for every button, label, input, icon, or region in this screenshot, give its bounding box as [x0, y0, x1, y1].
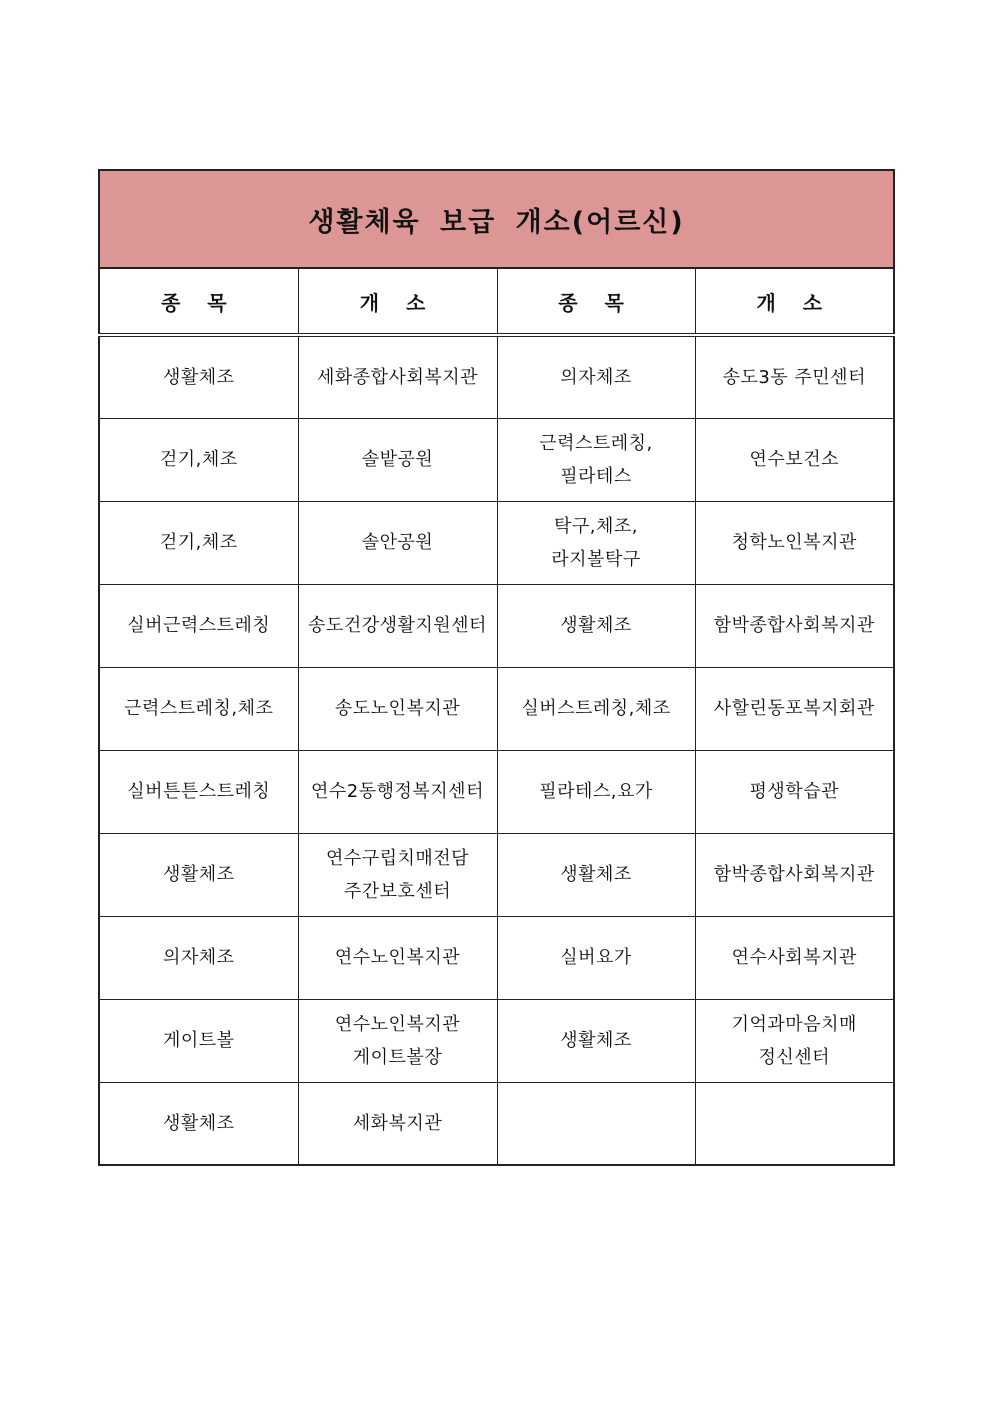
- sport-cell: [497, 335, 695, 418]
- sport-cell: [99, 833, 298, 916]
- table-row: [99, 584, 894, 667]
- cell-text: 라지볼탁구: [551, 548, 641, 570]
- location-cell: [695, 501, 894, 584]
- cell-text: 의자체조: [560, 366, 632, 388]
- sport-cell: [497, 916, 695, 999]
- location-cell: [695, 335, 894, 418]
- table-row: [99, 833, 894, 916]
- cell-text: 생활체조: [560, 864, 632, 885]
- cell-text: 솔안공원: [361, 532, 434, 553]
- location-cell: [298, 1082, 497, 1165]
- cell-text: 게이트볼장: [352, 1046, 443, 1068]
- location-cell: [695, 584, 894, 667]
- cell-text: 실버요가: [560, 947, 632, 968]
- sport-cell: [99, 916, 298, 999]
- location-cell: [298, 501, 497, 584]
- cell-text: 근력스트레칭,: [539, 432, 653, 454]
- table-row: [99, 335, 894, 418]
- sport-cell: [497, 1082, 695, 1165]
- cell-text: 연수노인복지관: [334, 947, 461, 968]
- cell-text: 함박종합사회복지관: [713, 864, 875, 885]
- sport-cell: [99, 999, 298, 1082]
- title-row: [99, 170, 894, 268]
- cell-text: 근력스트레칭,체조: [124, 698, 274, 719]
- cell-text: 연수2동행정복지센터: [311, 781, 484, 802]
- sport-cell: [99, 501, 298, 584]
- sport-cell: [99, 667, 298, 750]
- location-cell: [695, 750, 894, 833]
- header-sport-1: 종 목: [99, 268, 298, 335]
- cell-text: 게이트볼: [162, 1030, 235, 1051]
- header-location-1: 개 소: [298, 268, 497, 335]
- facility-table: [98, 169, 895, 1166]
- table-row: [99, 418, 894, 501]
- cell-text: 실버튼튼스트레칭: [127, 781, 271, 802]
- sport-cell: [99, 584, 298, 667]
- cell-text: 생활체조: [162, 366, 235, 388]
- cell-text: 함박종합사회복지관: [713, 615, 875, 636]
- cell-text: 연수구립치매전담: [325, 847, 470, 869]
- sport-cell: [99, 335, 298, 418]
- cell-text: 필라테스,요가: [539, 781, 653, 802]
- cell-text: 정신센터: [758, 1046, 831, 1068]
- table-row: [99, 1082, 894, 1165]
- location-cell: [298, 418, 497, 501]
- cell-text: 주간보호센터: [343, 880, 452, 902]
- cell-text: 송도노인복지관: [334, 698, 461, 719]
- table-title: 생활체육 보급 개소(어르신): [99, 170, 894, 268]
- table-row: [99, 501, 894, 584]
- cell-text: 송도3동 주민센터: [722, 366, 866, 388]
- table-row: [99, 750, 894, 833]
- location-cell: [298, 999, 497, 1082]
- cell-text: 탁구,체조,: [554, 515, 638, 537]
- location-cell: [298, 667, 497, 750]
- location-cell: [695, 667, 894, 750]
- cell-text: 세화종합사회복지관: [317, 366, 478, 388]
- cell-text: 솔밭공원: [361, 449, 434, 470]
- cell-text: 걷기,체조: [159, 532, 238, 553]
- sport-cell: [99, 1082, 298, 1165]
- location-cell: [298, 916, 497, 999]
- sport-cell: [497, 584, 695, 667]
- sport-cell: [497, 999, 695, 1082]
- sport-cell: [99, 418, 298, 501]
- cell-text: 연수보건소: [749, 449, 839, 470]
- cell-text: 청학노인복지관: [731, 532, 857, 553]
- cell-text: 생활체조: [560, 615, 632, 636]
- location-cell: [298, 584, 497, 667]
- sport-cell: [497, 418, 695, 501]
- cell-text: 생활체조: [162, 1112, 235, 1134]
- location-cell: [298, 335, 497, 418]
- header-row: [99, 268, 894, 335]
- cell-text: 생활체조: [162, 864, 235, 885]
- cell-text: 의자체조: [162, 947, 235, 968]
- cell-text: 걷기,체조: [159, 449, 238, 470]
- location-cell: [695, 1082, 894, 1165]
- cell-text: 세화복지관: [352, 1112, 443, 1134]
- location-cell: [695, 999, 894, 1082]
- cell-text: 생활체조: [560, 1030, 632, 1051]
- cell-text: 사할린동포복지회관: [713, 698, 875, 719]
- sport-cell: [99, 750, 298, 833]
- table-row: [99, 916, 894, 999]
- cell-text: 연수사회복지관: [731, 947, 857, 968]
- sport-cell: [497, 667, 695, 750]
- table-body: [99, 335, 894, 1165]
- sport-cell: [497, 750, 695, 833]
- location-cell: [695, 833, 894, 916]
- table-row: [99, 667, 894, 750]
- location-cell: [298, 833, 497, 916]
- cell-text: 필라테스: [560, 465, 632, 487]
- header-location-2: 개 소: [695, 268, 894, 335]
- location-cell: [298, 750, 497, 833]
- cell-text: 기억과마음치매: [731, 1013, 857, 1035]
- sport-cell: [497, 501, 695, 584]
- cell-text: 송도건강생활지원센터: [308, 615, 487, 636]
- sport-cell: [497, 833, 695, 916]
- cell-text: 연수노인복지관: [334, 1013, 461, 1035]
- cell-text: 실버근력스트레칭: [127, 615, 271, 636]
- cell-text: 평생학습관: [749, 781, 839, 802]
- header-sport-2: 종 목: [497, 268, 695, 335]
- location-cell: [695, 916, 894, 999]
- table-row: [99, 999, 894, 1082]
- cell-text: 실버스트레칭,체조: [521, 698, 671, 719]
- location-cell: [695, 418, 894, 501]
